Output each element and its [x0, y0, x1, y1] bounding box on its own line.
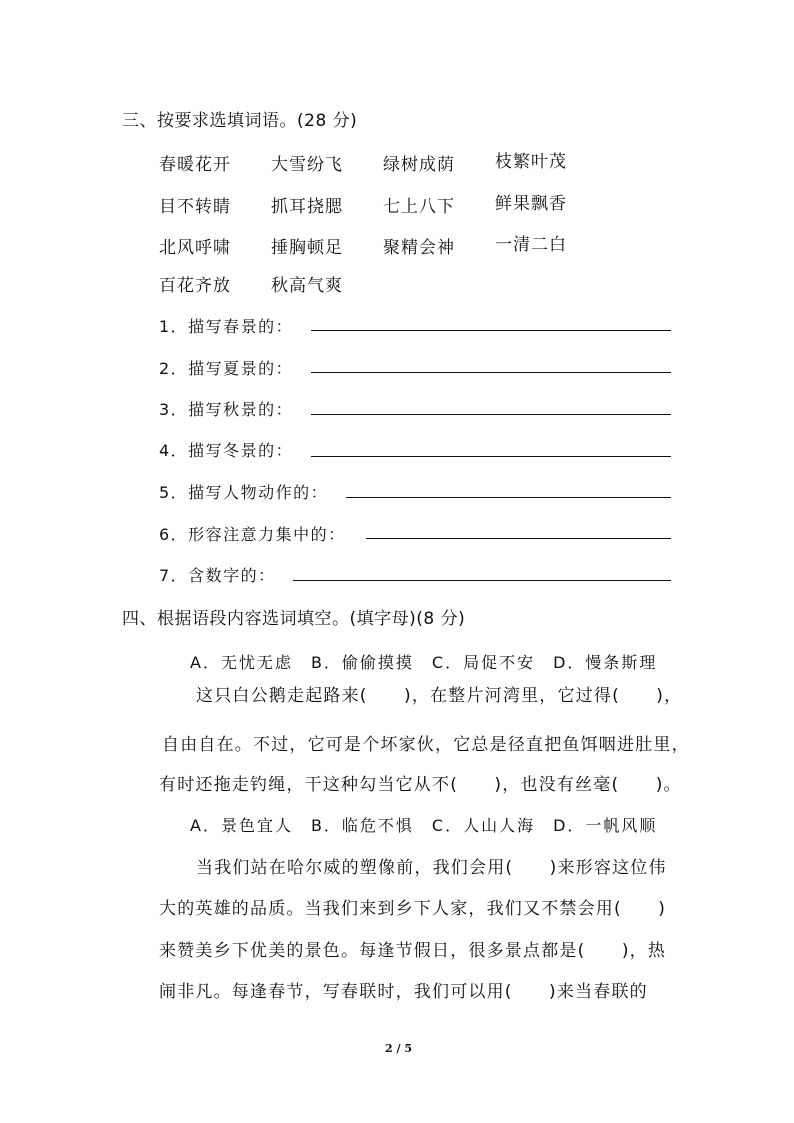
paragraph-line: 当我们站在哈尔威的塑像前，我们会用( )来形容这位伟: [196, 858, 667, 878]
paragraph-line: 有时还拖走钓绳，干这种勾当它从不( )，也没有丝毫( )。: [159, 775, 682, 795]
word-bank-item: 抓耳挠腮: [271, 197, 343, 217]
word-bank-item: 一清二白: [495, 235, 567, 255]
section-3-title: 三、按要求选填词语。(28 分): [122, 111, 358, 131]
answer-line[interactable]: [311, 372, 671, 373]
paragraph-line: 大的英雄的品质。当我们来到乡下人家，我们又不禁会用( ): [159, 899, 667, 919]
option-list: A．无忧无虑 B．偷偷摸摸 C．局促不安 D．慢条斯理: [190, 653, 658, 672]
answer-line[interactable]: [293, 580, 671, 581]
question-label: 6．形容注意力集中的：: [159, 525, 346, 544]
question-label: 5．描写人物动作的：: [159, 483, 329, 502]
answer-line[interactable]: [346, 497, 671, 498]
word-bank-item: 聚精会神: [383, 238, 455, 258]
word-bank-item: 鲜果飘香: [495, 194, 567, 214]
paragraph-line: 自由自在。不过，它可是个坏家伙，它总是径直把鱼饵咽进肚里，: [162, 735, 690, 755]
page-number: 2 / 5: [385, 1042, 412, 1055]
answer-line[interactable]: [366, 538, 671, 539]
answer-line[interactable]: [311, 330, 671, 331]
option-list: A．景色宜人 B．临危不惧 C．人山人海 D．一帆风顺: [190, 816, 658, 835]
paragraph-line: 这只白公鹅走起路来( )，在整片河湾里，它过得( )，: [196, 686, 683, 706]
paragraph-line: 来赞美乡下优美的景色。每逢节假日，很多景点都是( )，热: [159, 941, 667, 961]
word-bank-item: 大雪纷飞: [271, 155, 343, 175]
word-bank-item: 目不转睛: [159, 197, 231, 217]
question-label: 1．描写春景的：: [159, 317, 294, 336]
section-4-title: 四、根据语段内容选词填空。(填字母)(8 分): [122, 609, 466, 629]
question-label: 2．描写夏景的：: [159, 359, 294, 378]
word-bank-item: 绿树成荫: [383, 155, 455, 175]
answer-line[interactable]: [311, 456, 671, 457]
word-bank-item: 秋高气爽: [271, 276, 343, 296]
question-label: 3．描写秋景的：: [159, 400, 294, 419]
question-label: 7．含数字的：: [159, 566, 276, 585]
word-bank-item: 百花齐放: [159, 276, 231, 296]
word-bank-item: 枝繁叶茂: [495, 152, 567, 172]
word-bank-item: 七上八下: [383, 197, 455, 217]
question-label: 4．描写冬景的：: [159, 441, 294, 460]
word-bank-item: 捶胸顿足: [271, 238, 343, 258]
word-bank-item: 北风呼啸: [159, 238, 231, 258]
paragraph-line: 闹非凡。每逢春节，写春联时，我们可以用( )来当春联的: [159, 982, 648, 1002]
answer-line[interactable]: [311, 414, 671, 415]
word-bank-item: 春暖花开: [159, 155, 231, 175]
